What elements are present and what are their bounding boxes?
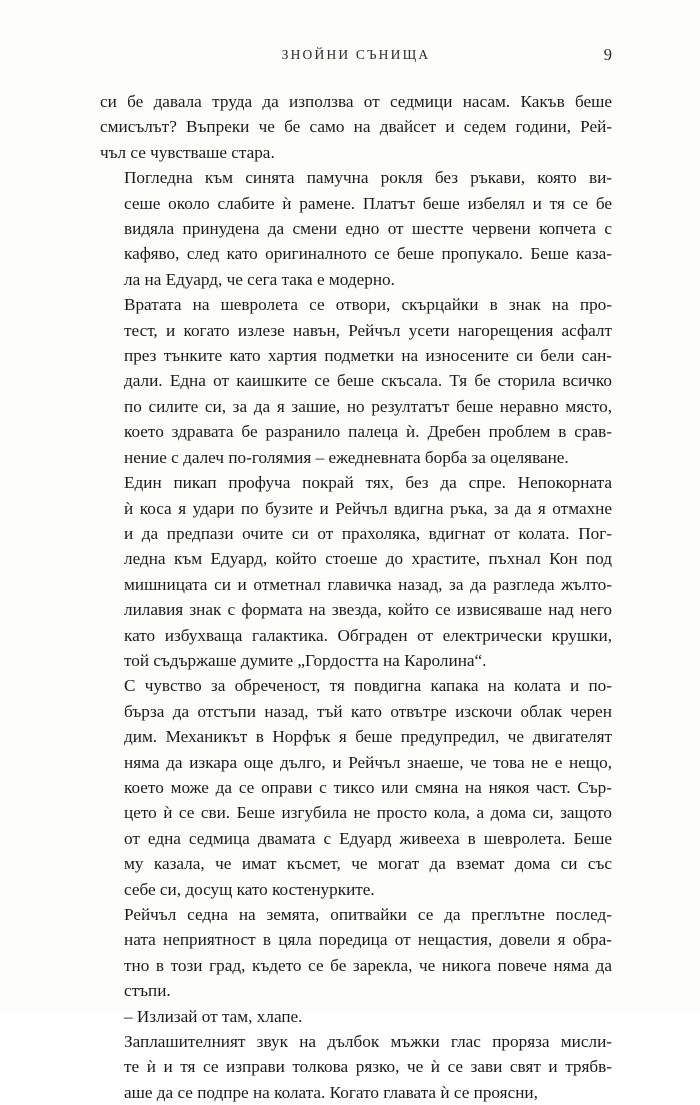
- text-line: С чувство за обреченост, тя повдигна капака на колата и по-: [124, 676, 612, 696]
- text-line: смисълът? Въпреки че бе само на двайсет и седем години, Рей-: [100, 117, 612, 137]
- text-line: нение с далеч по-голямия – ежедневната борба за оцеляване.: [124, 447, 569, 467]
- text-line: стъпи.: [124, 981, 171, 1001]
- text-line: което здравата бе разранило палеца ѝ. Дребен проблем в срав-: [124, 422, 612, 442]
- text-line: ната неприятност в цяла поредица от нещастия, довели я обра-: [124, 930, 612, 950]
- text-line: ла на Едуард, че сега така е модерно.: [124, 269, 395, 289]
- text-line: Заплашителният звук на дълбок мъжки глас прорязa мисли-: [124, 1032, 612, 1052]
- text-line: той съдържаше думите „Гордостта на Каролина“.: [124, 650, 487, 670]
- text-line: бърза да отстъпи назад, тъй като отвътре изскочи облак черен: [124, 701, 612, 721]
- text-line: ѝ коса я удари по бузите и Рейчъл вдигна ръка, за да я отмахне: [124, 498, 612, 518]
- text-line: от една седмица двамата с Едуард живееха в шевролета. Беше: [124, 828, 612, 848]
- body-text: [100, 89, 612, 1105]
- paragraph: [100, 165, 612, 292]
- page-number: 9: [603, 45, 612, 64]
- paragraph: [100, 1029, 612, 1105]
- text-line: – Излизай от там, хлапе.: [124, 1006, 303, 1026]
- text-line: което може да се оправи с тиксо или смяна на някоя част. Сър-: [124, 777, 612, 797]
- text-line: сеше около слабите ѝ рамене. Платът беше избелял и тя се бе: [124, 193, 612, 213]
- paragraph: [100, 470, 612, 673]
- text-line: по силите си, за да я зашие, но резултатът беше неравно място,: [124, 396, 612, 416]
- text-line: си бе давала труда да използва от седмици насам. Какъв беше: [100, 92, 612, 111]
- text-line: и да предпази очите си от прахоляка, вдигнат от колата. Пог-: [124, 523, 612, 543]
- paragraph: [100, 902, 612, 1004]
- text-line: дали. Една от каишките се беше скъсала. Тя бе сторила всичко: [124, 371, 612, 391]
- text-line: мишницата си и отметнал главичка назад, за да разгледа жълто-: [124, 574, 612, 594]
- text-line: аше да се подпре на колата. Когато главата ѝ се проясни,: [124, 1082, 538, 1102]
- running-header: [100, 47, 612, 69]
- paragraph: [100, 673, 612, 902]
- text-line: през тънките като хартия подметки на износените си бели сан-: [124, 346, 612, 366]
- text-line: като избухваща галактика. Обграден от електрически крушки,: [124, 625, 612, 645]
- text-line: те ѝ и тя се изправи толкова рязко, че ѝ се зави свят и трябв-: [124, 1057, 612, 1077]
- text-line: цето ѝ се сви. Беше изгубила не просто кола, а дома си, защото: [124, 803, 612, 823]
- text-line: видяла принудена да смени едно от шестте червени копчета с: [124, 219, 612, 239]
- text-line: Погледна към синята памучна рокля без ръкави, която ви-: [124, 168, 612, 188]
- paragraph: [100, 292, 612, 470]
- paragraph: [100, 89, 612, 165]
- text-line: няма да изкара още дълго, и Рейчъл знаеше, че това не е нещо,: [124, 752, 612, 772]
- text-line: дим. Механикът в Норфък я беше предупредил, че двигателят: [124, 727, 612, 747]
- text-line: Рейчъл седна на земята, опитвайки се да преглътне послед-: [124, 905, 612, 924]
- text-line: тно в този град, където се бе зарекла, че никога повече няма да: [124, 955, 612, 975]
- paragraph: [100, 1004, 612, 1029]
- running-title: ЗНОЙНИ СЪНИЩА: [281, 47, 431, 62]
- text-line: тест, и когато излезе навън, Рейчъл усети нагорещения асфалт: [124, 320, 612, 340]
- text-line: себе си, досущ като костенурките.: [124, 879, 375, 899]
- text-line: Един пикап профуча покрай тях, без да спре. Непокорната: [124, 473, 612, 493]
- text-line: ледна към Едуард, който стоеше до храстите, пъхнал Кон под: [124, 549, 612, 569]
- text-line: кафяво, след като оригиналното се беше пропукало. Беше каза-: [124, 244, 612, 264]
- text-line: лилавия знак с формата на звезда, който се извисяваше над него: [124, 600, 612, 620]
- text-line: му казала, че имат късмет, че могат да вземат дома си със: [124, 854, 612, 874]
- text-line: чъл се чувстваше стара.: [100, 142, 275, 162]
- text-line: Вратата на шевролета се отвори, скърцайки в знак на про-: [124, 295, 612, 315]
